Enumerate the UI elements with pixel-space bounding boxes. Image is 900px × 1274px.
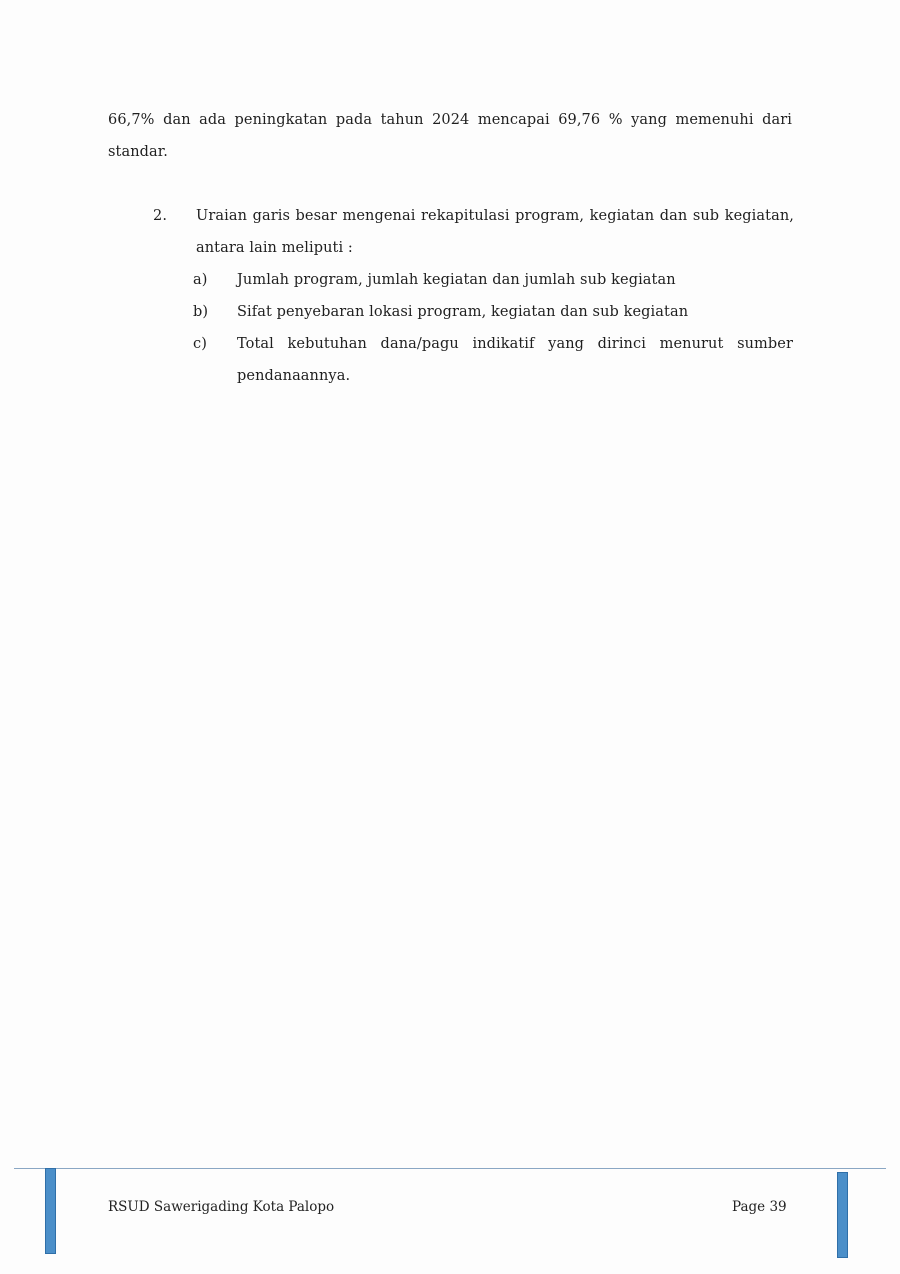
sub-item-text-line-1: Total kebutuhan dana/pagu indikatif yang dirinci menurut sumber xyxy=(237,336,793,352)
page-number: Page 39 xyxy=(732,1199,787,1215)
list-item-line-2: antara lain meliputi : xyxy=(196,240,353,256)
footer-left-bar xyxy=(45,1168,56,1254)
footer-divider xyxy=(14,1168,886,1169)
sub-item-letter: a) xyxy=(193,272,208,288)
intro-paragraph-line-2: standar. xyxy=(108,144,168,160)
footer-organization: RSUD Sawerigading Kota Palopo xyxy=(108,1199,335,1215)
list-item-number: 2. xyxy=(153,208,168,224)
sub-list xyxy=(193,264,793,392)
sub-item-text: Jumlah program, jumlah kegiatan dan jumlah sub kegiatan xyxy=(237,272,676,288)
sub-item-letter: c) xyxy=(193,336,207,352)
sub-item-letter: b) xyxy=(193,304,209,320)
sub-list-item-a xyxy=(193,264,793,296)
list-item-content xyxy=(196,200,794,264)
footer-right-bar xyxy=(837,1172,848,1258)
intro-paragraph-line-1: 66,7% dan ada peningkatan pada tahun 2024 mencapai 69,76 % yang memenuhi dari xyxy=(108,112,792,128)
list-item-line-1: Uraian garis besar mengenai rekapitulasi program, kegiatan dan sub kegiatan, xyxy=(196,208,794,224)
sub-list-item-b xyxy=(193,296,793,328)
sub-item-text: Sifat penyebaran lokasi program, kegiatan dan sub kegiatan xyxy=(237,304,689,320)
sub-list-item-c xyxy=(193,328,793,392)
intro-paragraph xyxy=(108,104,792,168)
sub-item-text-line-2: pendanaannya. xyxy=(237,368,351,384)
